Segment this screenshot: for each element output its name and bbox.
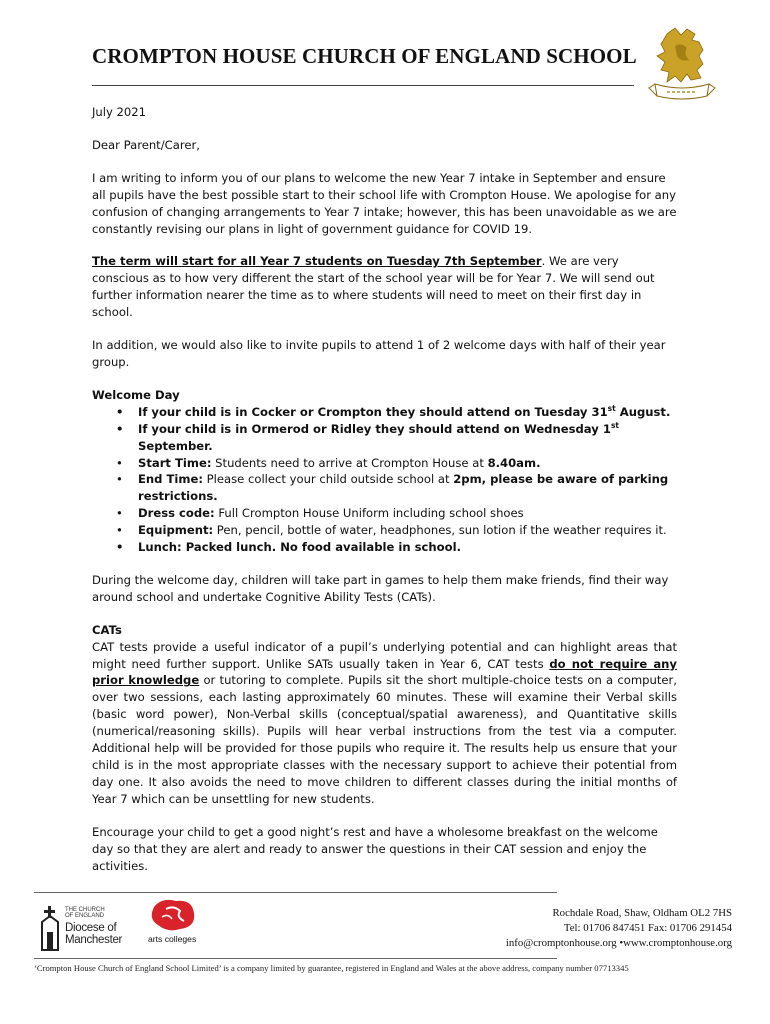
list-item: • If your child is in Cocker or Crompton they should attend on Tuesday 31st August. xyxy=(138,404,677,421)
closing-paragraph: Encourage your child to get a good night’s rest and have a wholesome breakfast on the welcome day so that they are alert and ready to answer the questions in their CAT session and enjoy the activities. xyxy=(92,824,658,873)
address-line: Rochdale Road, Shaw, Oldham OL2 7HS xyxy=(552,907,732,919)
church-icon xyxy=(40,902,62,952)
list-item: • Lunch: Packed lunch. No food available in school. xyxy=(138,539,677,556)
welcome-day-activities-paragraph: During the welcome day, children will take part in games to help them make friends, find their way around school and undertake Cognitive Ability Tests (CATs). xyxy=(92,572,669,604)
arts-colleges-logo xyxy=(148,897,208,957)
cats-heading: CATs xyxy=(92,622,122,637)
list-item: • Equipment: Pen, pencil, bottle of water, headphones, sun lotion if the weather requires it. xyxy=(138,522,677,539)
arts-leaf-icon xyxy=(148,897,198,933)
letter-body xyxy=(92,104,677,890)
letter-date: July 2021 xyxy=(92,105,147,119)
list-item: • Start Time: Students need to arrive at Crompton House at 8.40am. xyxy=(138,455,677,472)
contact-email-web: info@cromptonhouse.org •www.cromptonhouse.org xyxy=(505,937,732,949)
cats-emphasis: do not require any prior knowledge xyxy=(92,656,677,688)
lion-crest-logo xyxy=(645,26,719,106)
list-item: • If your child is in Ormerod or Ridley they should attend on Wednesday 1st September. xyxy=(138,421,677,455)
footer-divider xyxy=(34,892,557,893)
letter-salutation: Dear Parent/Carer, xyxy=(92,137,200,152)
school-address xyxy=(506,906,732,951)
company-legal-notice: ‘Crompton House Church of England School Limited’ is a company limited by guarantee, registered in England and Wales at the above address, company number 07713345 xyxy=(34,963,629,973)
diocese-church-text: THE CHURCH OF ENGLAND xyxy=(65,907,105,919)
footer-divider-lower xyxy=(34,958,557,959)
term-start-details: . We are very conscious as to how very different the start of the school year will be for Year 7. We will send out further information nearer the time as to where students will need to meet on their first day in school. xyxy=(92,254,655,320)
term-start-highlight: The term will start for all Year 7 students on Tuesday 7th September xyxy=(92,254,542,269)
contact-phone-fax: Tel: 01706 847451 Fax: 01706 291454 xyxy=(563,922,732,934)
welcome-invite-paragraph: In addition, we would also like to invite pupils to attend 1 of 2 welcome days with half of their year group. xyxy=(92,338,666,369)
term-start-paragraph xyxy=(92,253,677,321)
diocese-of-manchester-logo xyxy=(40,902,123,954)
welcome-day-heading: Welcome Day xyxy=(92,387,180,402)
intro-paragraph: I am writing to inform you of our plans to welcome the new Year 7 intake in September and ensure all pupils have the best possible start to their school life with Crompton House. We apologise for any confusion of changing arrangements to Year 7 intake; however, this has been unavoidable as we are constantly revising our plans in light of government guidance for COVID 19. xyxy=(92,170,677,236)
header-divider xyxy=(92,85,634,86)
list-item: • End Time: Please collect your child outside school at 2pm, please be aware of parking restrictions. xyxy=(138,471,677,505)
arts-colleges-label: arts colleges xyxy=(148,934,197,944)
cats-paragraph: CAT tests provide a useful indicator of a pupil’s underlying potential and can highlight areas that might need further support. Unlike SATs usually taken in Year 6, CAT tests do not require any prior knowledge or tutoring to complete. Pupils sit the short multiple-choice tests on a computer, over two sessions, each lasting approximately 60 minutes. These will examine their Verbal skills (basic word power), Non-Verbal skills (conceptual/spatial awareness), and Quantitative skills (numerical/reasoning skills). Pupils will hear verbal instructions from the test via a computer. Additional help will be provided for those pupils who require it. The results help us ensure that your child is in the most appropriate classes with the necessary support to achieve their potential from day one. It also avoids the need to move children to different classes during the initial months of Year 7 which can be unsettling for new students. xyxy=(92,639,677,806)
welcome-day-list xyxy=(92,404,677,556)
diocese-name-text: Diocese of Manchester xyxy=(65,922,123,946)
school-name-heading: CROMPTON HOUSE CHURCH OF ENGLAND SCHOOL xyxy=(92,44,637,68)
list-item: • Dress code: Full Crompton House Uniform including school shoes xyxy=(138,505,677,522)
